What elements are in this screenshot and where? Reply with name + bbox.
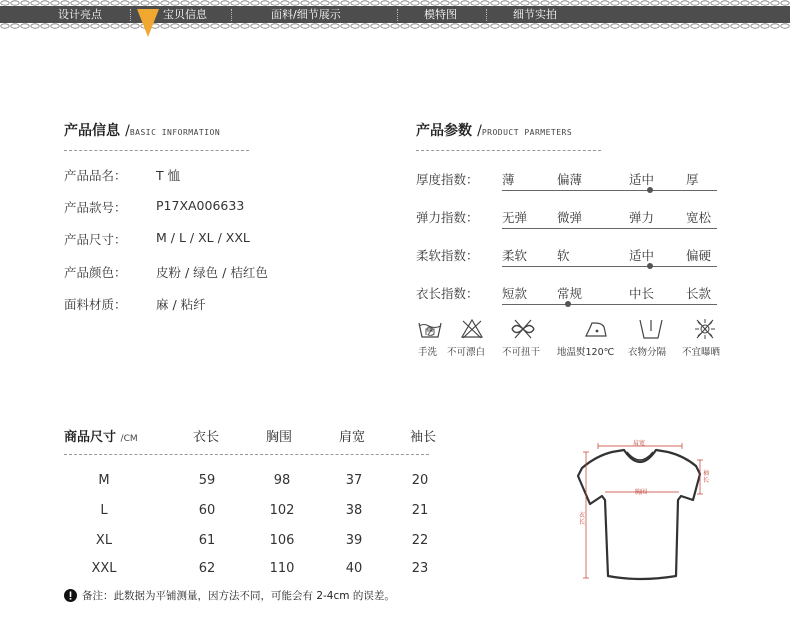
size-cell: 38: [345, 503, 363, 518]
size-label: XL: [95, 533, 113, 548]
info-label-material: 面料材质：: [64, 297, 127, 312]
param-option: 宽松: [686, 210, 712, 225]
size-table-title: 商品尺寸 /CM: [64, 430, 138, 445]
param-option: 常规: [557, 286, 583, 301]
param-option: 厚: [686, 172, 699, 187]
size-label: XXL: [91, 561, 117, 576]
top-navigation: [0, 0, 790, 28]
param-label-elasticity: 弹力指数：: [416, 210, 479, 225]
size-cell: 98: [273, 473, 291, 488]
size-cell: 59: [198, 473, 216, 488]
nav-separator: [397, 9, 398, 21]
tshirt-outline-icon: [572, 434, 722, 584]
divider: [416, 150, 601, 151]
param-scale-line: [502, 304, 717, 305]
care-label-low-iron: 地温熨120℃: [557, 347, 615, 358]
info-label-name: 产品品名：: [64, 168, 127, 183]
param-label-softness: 柔软指数：: [416, 248, 479, 263]
param-scale-line: [502, 266, 717, 267]
diagram-label-chest: 胸围: [635, 489, 648, 496]
nav-band: [0, 6, 790, 23]
param-option: 偏薄: [557, 172, 583, 187]
nav-item-detail-shots[interactable]: 细节实拍: [513, 8, 557, 21]
nav-item-product-info[interactable]: 宝贝信息: [163, 8, 207, 21]
warning-icon: [64, 589, 77, 602]
param-option: 微弹: [557, 210, 583, 225]
param-option: 软: [557, 248, 570, 263]
param-option: 偏硬: [686, 248, 712, 263]
size-cell: 110: [269, 561, 295, 576]
size-cell: 61: [198, 533, 216, 548]
param-option: 长款: [686, 286, 712, 301]
info-label-size: 产品尺寸：: [64, 232, 127, 247]
size-cell: 20: [411, 473, 429, 488]
param-selected-dot: [647, 187, 653, 193]
param-label-length: 衣长指数：: [416, 286, 479, 301]
param-option: 弹力: [629, 210, 655, 225]
divider: [64, 150, 249, 151]
care-label-separate-wash: 衣物分隔: [628, 347, 667, 358]
size-cell: 102: [269, 503, 295, 518]
column-header-sleeve: 袖长: [410, 430, 437, 445]
care-label-no-wring: 不可扭干: [502, 347, 541, 358]
care-label-no-sun: 不宜曝晒: [682, 347, 721, 358]
size-cell: 22: [411, 533, 429, 548]
diagram-label-shoulder: 肩宽: [633, 440, 646, 447]
divider: [64, 454, 429, 455]
active-nav-marker-icon: [137, 9, 159, 37]
column-header-chest: 胸围: [266, 430, 293, 445]
size-cell: 23: [411, 561, 429, 576]
param-option: 短款: [502, 286, 528, 301]
info-label-style-no: 产品款号：: [64, 200, 127, 215]
info-value-size: M / L / XL / XXL: [156, 230, 250, 245]
column-header-shoulder: 肩宽: [339, 430, 366, 445]
nav-item-design-highlights[interactable]: 设计亮点: [58, 8, 102, 21]
care-label-hand-wash: 手洗: [418, 347, 438, 358]
nav-item-model-photos[interactable]: 模特图: [424, 8, 457, 21]
size-cell: 39: [345, 533, 363, 548]
param-selected-dot: [647, 263, 653, 269]
size-label: L: [100, 503, 108, 518]
size-label: M: [98, 473, 110, 488]
param-option: 适中: [629, 172, 655, 187]
product-params-title: 产品参数 /PRODUCT PARMETERS: [416, 123, 573, 139]
info-value-color: 皮粉 / 绿色 / 桔红色: [156, 265, 268, 280]
column-header-length: 衣长: [193, 430, 220, 445]
param-scale-line: [502, 190, 717, 191]
nav-separator: [231, 9, 232, 21]
low-iron-icon: [583, 317, 609, 341]
param-option: 柔软: [502, 248, 528, 263]
size-table-unit: /CM: [120, 434, 138, 444]
param-option: 中长: [629, 286, 655, 301]
param-scale-line: [502, 228, 717, 229]
size-cell: 37: [345, 473, 363, 488]
nav-item-fabric-details[interactable]: 面料/细节展示: [271, 8, 341, 21]
separate-wash-icon: [638, 317, 664, 341]
size-cell: 62: [198, 561, 216, 576]
param-option: 适中: [629, 248, 655, 263]
no-bleach-icon: [459, 317, 485, 341]
size-cell: 60: [198, 503, 216, 518]
param-selected-dot: [565, 301, 571, 307]
info-value-style-no: P17XA006633: [156, 198, 245, 213]
care-label-no-bleach: 不可漂白: [447, 347, 486, 358]
size-cell: 40: [345, 561, 363, 576]
tshirt-measurement-diagram: [572, 434, 722, 584]
size-cell: 106: [269, 533, 295, 548]
param-label-thickness: 厚度指数：: [416, 172, 479, 187]
diagram-label-sleeve: 袖长: [703, 470, 710, 484]
param-option: 薄: [502, 172, 515, 187]
no-wring-icon: [510, 317, 536, 341]
size-cell: 21: [411, 503, 429, 518]
nav-separator: [486, 9, 487, 21]
no-sun-icon: [692, 317, 718, 341]
nav-separator: [130, 9, 131, 21]
product-info-title: 产品信息 /BASIC INFORMATION: [64, 123, 221, 139]
info-value-name: T 恤: [156, 168, 181, 183]
param-option: 无弹: [502, 210, 528, 225]
measurement-note: 备注：此数据为平铺测量，因方法不同，可能会有 2-4cm 的误差。: [82, 590, 395, 602]
info-label-color: 产品颜色：: [64, 265, 127, 280]
info-value-material: 麻 / 粘纤: [156, 297, 206, 312]
chain-border-bottom: [0, 23, 790, 29]
hand-wash-icon: [417, 317, 443, 341]
diagram-label-length: 衣长: [579, 512, 586, 526]
